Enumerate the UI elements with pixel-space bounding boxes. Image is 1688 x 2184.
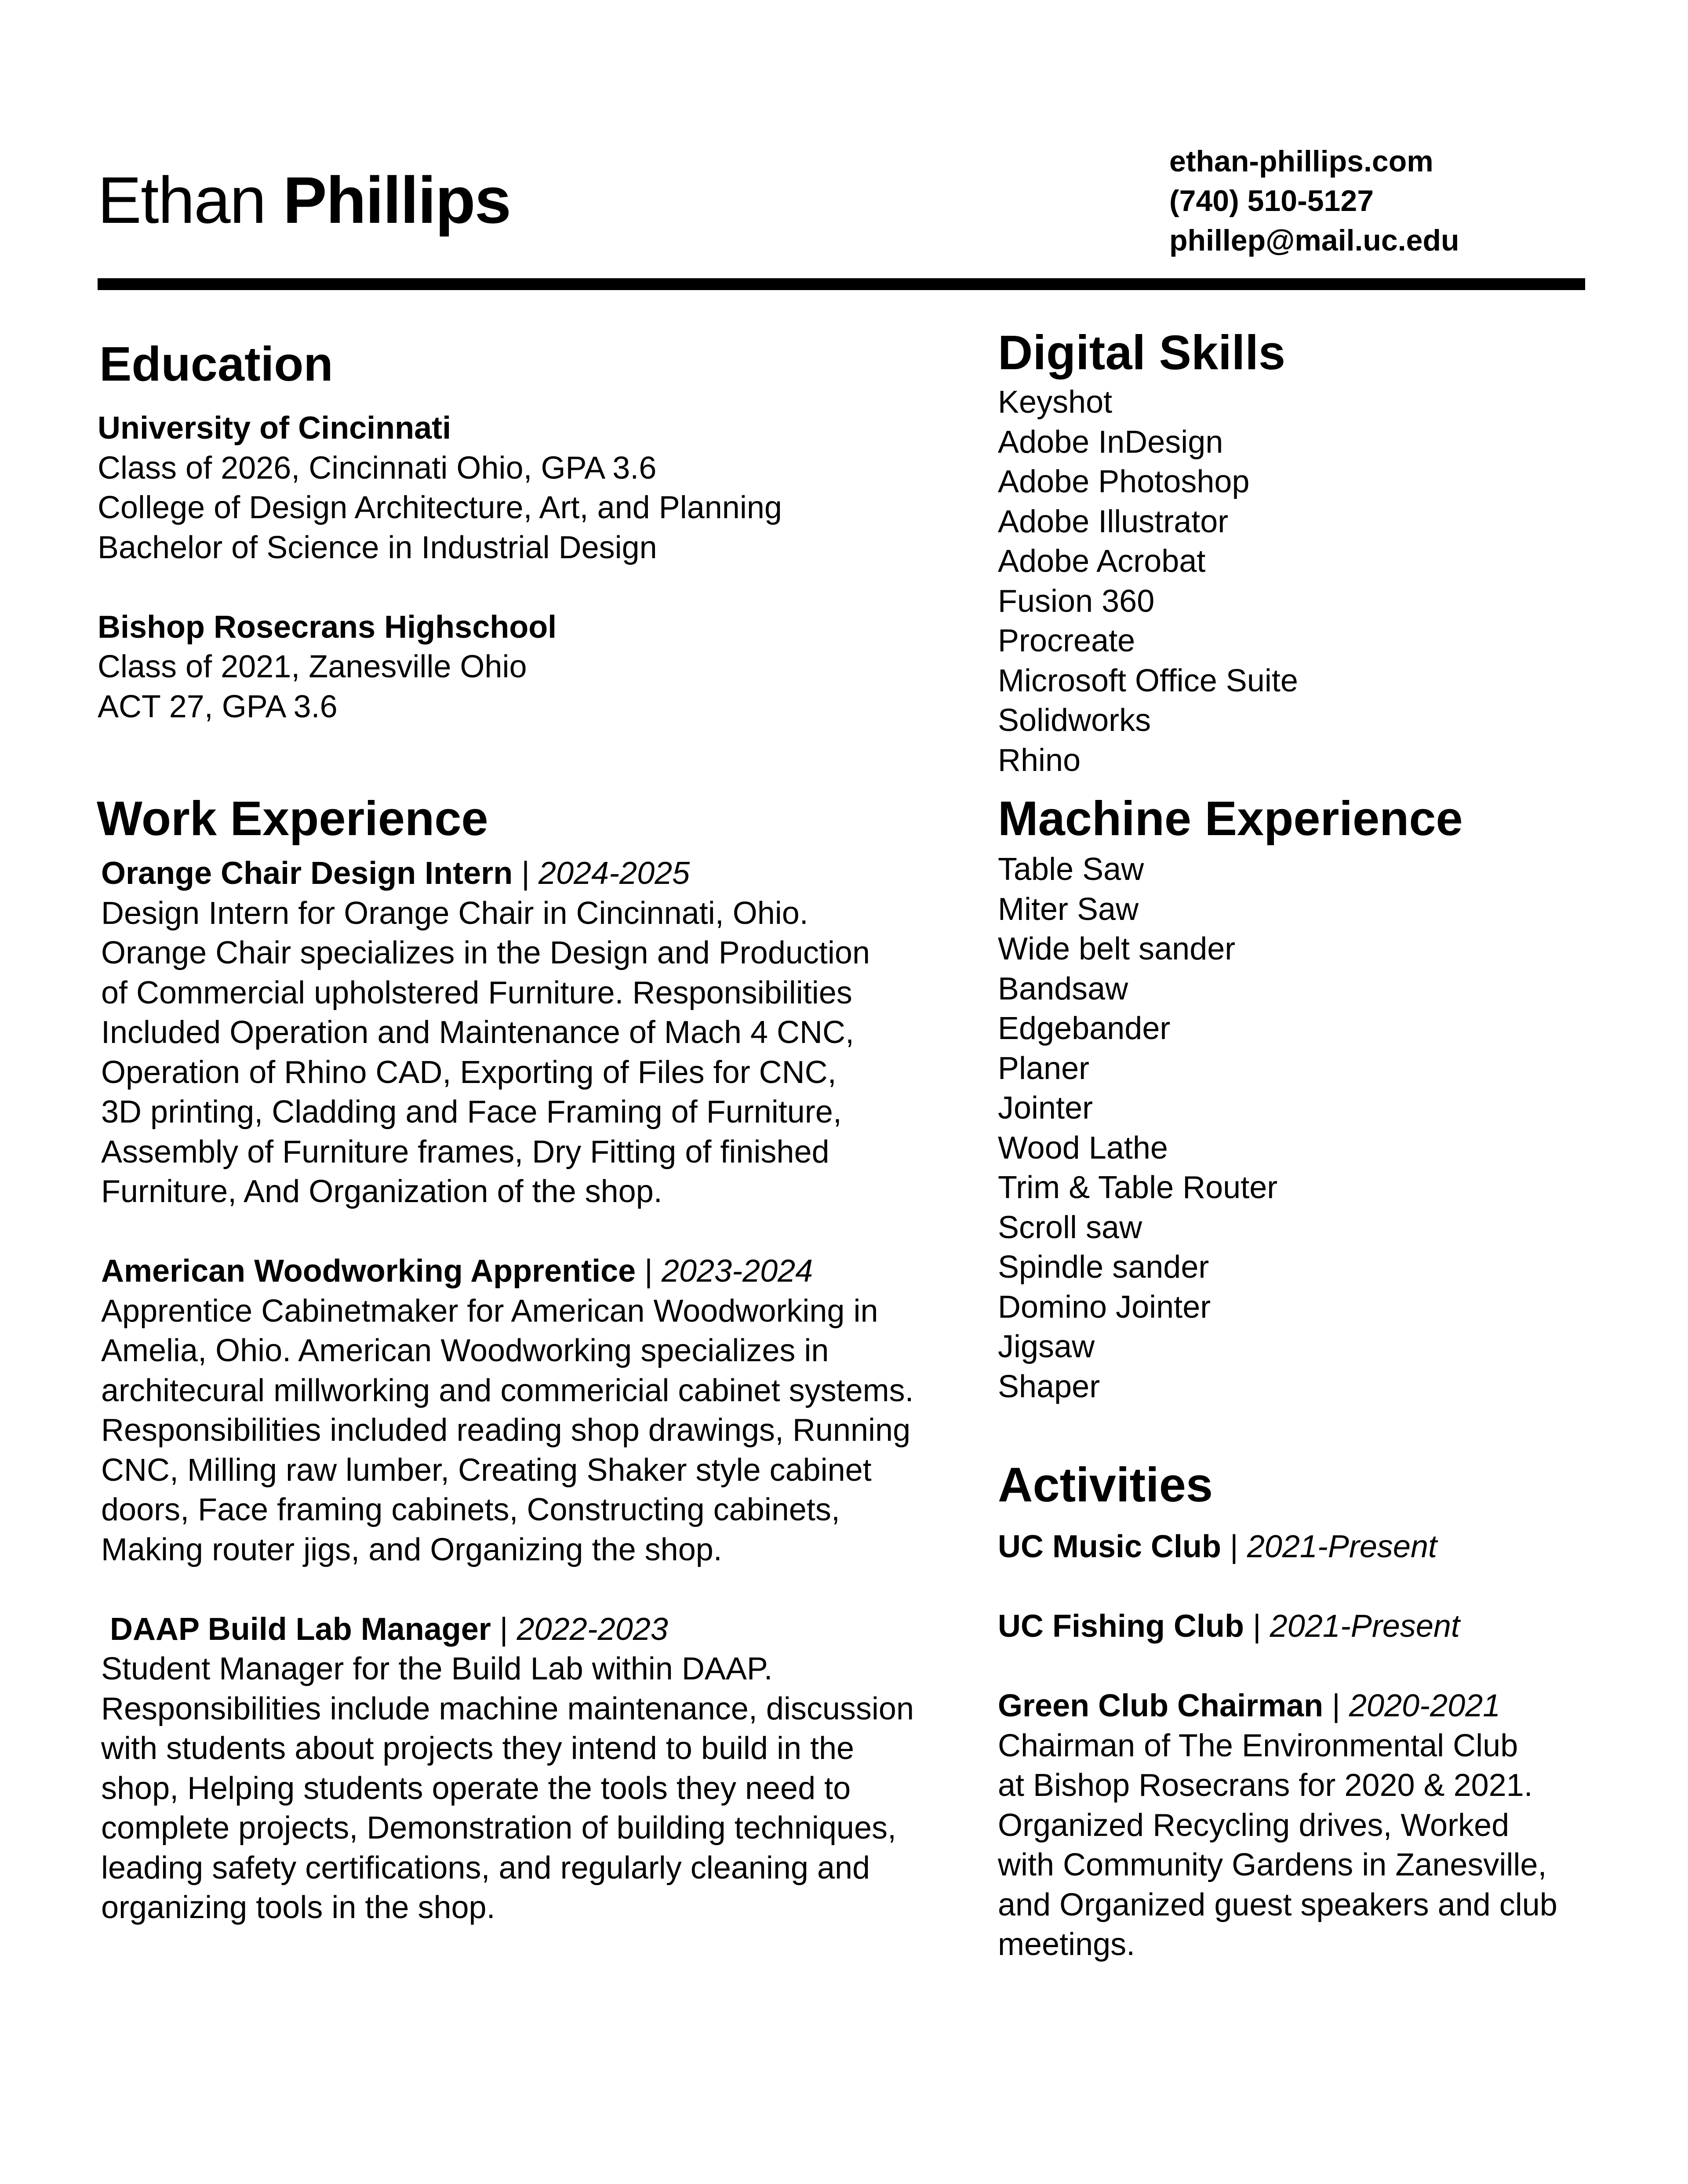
job-description-line: architecural millworking and commericial cabinet systems. <box>101 1373 914 1408</box>
machine-item: Spindle sander <box>998 1250 1209 1285</box>
job-description-line: Included Operation and Maintenance of Mach 4 CNC, <box>101 1015 854 1050</box>
school-name: Bishop Rosecrans Highschool <box>98 609 557 645</box>
skill-item: Solidworks <box>998 703 1151 738</box>
activity-title-line <box>998 1527 1557 1567</box>
activity-title: UC Music Club <box>998 1529 1222 1564</box>
skill-item: Adobe Photoshop <box>998 464 1250 499</box>
job-separator: | <box>513 856 538 891</box>
skill-item: Fusion 360 <box>998 583 1155 619</box>
activity-title: Green Club Chairman <box>998 1688 1324 1723</box>
education-section <box>99 337 333 391</box>
activity-description-line: Organized Recycling drives, Worked <box>998 1807 1510 1843</box>
job-separator: | <box>636 1254 662 1289</box>
job-description-line: Making router jigs, and Organizing the shop. <box>101 1532 722 1567</box>
job-description-line: Amelia, Ohio. American Woodworking specializes in <box>101 1333 829 1368</box>
activity-title-line <box>998 1606 1557 1646</box>
job-description-line: doors, Face framing cabinets, Constructing cabinets, <box>101 1492 840 1527</box>
phone-number: (740) 510-5127 <box>1169 184 1374 218</box>
skill-item: Microsoft Office Suite <box>998 663 1298 698</box>
job-title: American Woodworking Apprentice <box>101 1254 636 1289</box>
job-description-line: Student Manager for the Build Lab within DAAP. <box>101 1651 773 1686</box>
job-dates: 2022-2023 <box>517 1611 668 1647</box>
activity-description-line: and Organized guest speakers and club <box>998 1887 1557 1922</box>
job-description-line: 3D printing, Cladding and Face Framing of Furniture, <box>101 1094 842 1130</box>
activity-description-line: meetings. <box>998 1927 1135 1962</box>
machine-item: Trim & Table Router <box>998 1170 1278 1205</box>
job-title-line <box>101 854 914 894</box>
skill-item: Adobe Illustrator <box>998 504 1229 539</box>
activities-entries <box>998 1527 1557 1965</box>
machine-item: Edgebander <box>998 1011 1171 1046</box>
contact-block <box>1169 142 1459 260</box>
job-description-line: CNC, Milling raw lumber, Creating Shaker style cabinet <box>101 1452 872 1488</box>
skill-item: Adobe InDesign <box>998 424 1223 460</box>
skill-item: Rhino <box>998 742 1081 778</box>
school-line: Class of 2021, Zanesville Ohio <box>98 649 527 684</box>
job-title-line <box>101 1610 914 1650</box>
job-description-line: shop, Helping students operate the tools they need to <box>101 1770 851 1806</box>
machine-item: Jigsaw <box>998 1329 1095 1364</box>
digital-skills-list <box>998 382 1298 780</box>
machine-item: Miter Saw <box>998 891 1139 927</box>
job-description-line: with students about projects they intend to build in the <box>101 1731 855 1766</box>
last-name: Phillips <box>283 163 511 237</box>
job-description-line: Assembly of Furniture frames, Dry Fitting of finished <box>101 1134 829 1170</box>
skill-item: Adobe Acrobat <box>998 544 1206 579</box>
job-description-line: Operation of Rhino CAD, Exporting of Files for CNC, <box>101 1054 837 1090</box>
digital-skills-heading: Digital Skills <box>998 326 1286 380</box>
activity-dates: 2020-2021 <box>1349 1688 1501 1723</box>
activity-description-line: with Community Gardens in Zanesville, <box>998 1847 1547 1882</box>
machine-item: Jointer <box>998 1090 1093 1126</box>
school-line: Bachelor of Science in Industrial Design <box>98 530 657 565</box>
job-description-line: Responsibilities include machine maintenance, discussion <box>101 1691 914 1726</box>
education-heading: Education <box>99 337 333 391</box>
machine-experience-list <box>998 850 1277 1406</box>
job-description-line: Design Intern for Orange Chair in Cincinnati, Ohio. <box>101 895 808 931</box>
machine-item: Scroll saw <box>998 1210 1142 1245</box>
job-title: DAAP Build Lab Manager <box>110 1611 491 1647</box>
job-description-line: of Commercial upholstered Furniture. Responsibilities <box>101 975 852 1010</box>
school-line: ACT 27, GPA 3.6 <box>98 689 338 724</box>
activity-description-line: at Bishop Rosecrans for 2020 & 2021. <box>998 1768 1533 1803</box>
machine-experience-heading: Machine Experience <box>998 792 1463 846</box>
work-heading: Work Experience <box>97 792 488 846</box>
activity-separator: | <box>1244 1609 1270 1644</box>
header-divider <box>98 278 1585 290</box>
machine-item: Domino Jointer <box>998 1289 1211 1325</box>
school-line: Class of 2026, Cincinnati Ohio, GPA 3.6 <box>98 450 657 486</box>
activity-dates: 2021-Present <box>1247 1529 1437 1564</box>
job-dates: 2023-2024 <box>661 1254 813 1289</box>
skill-item: Keyshot <box>998 385 1113 420</box>
resume-name <box>98 163 511 237</box>
activity-separator: | <box>1221 1529 1247 1564</box>
machine-item: Wide belt sander <box>998 931 1236 967</box>
activities-section <box>998 1458 1213 1512</box>
machine-item: Planer <box>998 1050 1090 1086</box>
job-separator: | <box>491 1611 517 1647</box>
email-link[interactable]: phillep@mail.uc.edu <box>1169 224 1459 257</box>
activities-heading: Activities <box>998 1458 1213 1512</box>
first-name: Ethan <box>98 163 266 237</box>
job-description-line: leading safety certifications, and regularly cleaning and <box>101 1850 870 1886</box>
job-title: Orange Chair Design Intern <box>101 856 513 891</box>
website-link[interactable]: ethan-phillips.com <box>1169 145 1433 178</box>
machine-item: Shaper <box>998 1369 1100 1404</box>
job-description-line: Apprentice Cabinetmaker for American Woodworking in <box>101 1293 878 1329</box>
skill-item: Procreate <box>998 623 1135 658</box>
activity-description-line: Chairman of The Environmental Club <box>998 1728 1518 1763</box>
activity-title: UC Fishing Club <box>998 1609 1244 1644</box>
job-dates: 2024-2025 <box>538 856 690 891</box>
job-description-line: organizing tools in the shop. <box>101 1890 495 1925</box>
job-description-line: Furniture, And Organization of the shop. <box>101 1174 662 1209</box>
machine-item: Wood Lathe <box>998 1130 1168 1166</box>
machine-item: Bandsaw <box>998 971 1128 1007</box>
work-section <box>97 792 488 846</box>
job-description-line: Responsibilities included reading shop drawings, Running <box>101 1413 911 1448</box>
school-name: University of Cincinnati <box>98 411 451 446</box>
activity-separator: | <box>1323 1688 1349 1723</box>
job-title-line <box>101 1251 914 1291</box>
digital-skills-section <box>998 326 1286 380</box>
job-description-line: complete projects, Demonstration of building techniques, <box>101 1810 896 1846</box>
machine-item: Table Saw <box>998 852 1144 887</box>
job-description-line: Orange Chair specializes in the Design and Production <box>101 935 870 970</box>
activity-dates: 2021-Present <box>1270 1609 1460 1644</box>
school-line: College of Design Architecture, Art, and Planning <box>98 490 782 525</box>
work-entries <box>101 854 914 1928</box>
activity-title-line <box>998 1686 1557 1726</box>
machine-experience-section <box>998 792 1463 846</box>
education-entries <box>98 408 782 727</box>
